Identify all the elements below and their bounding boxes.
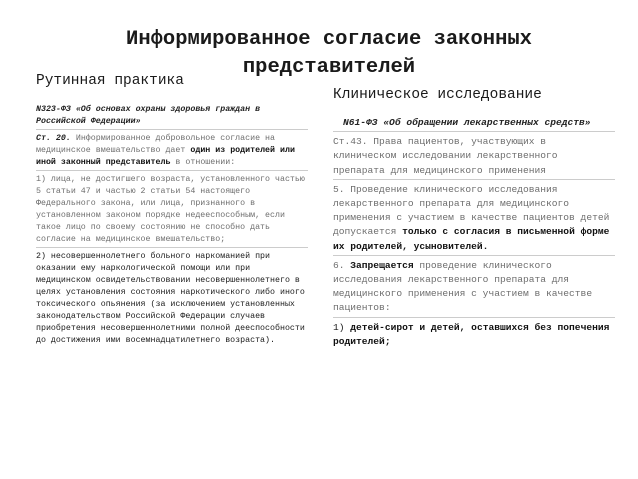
right-item-6-bold: Запрещается: [350, 259, 414, 271]
page-title: Информированное согласие законных представителей: [126, 28, 532, 79]
left-law-block: [36, 104, 308, 128]
right-item-6-num: 6.: [333, 259, 345, 271]
left-item-2: 2) несовершеннолетнего больного наркоманией при оказании ему наркологической помощи или при медицинском освидетельствовании несовершеннолетнего в целях установления состояния наркотического либо иного токсического опьянения (за исключением установленных законодательством Российской Федерации случаев приобретения несовершеннолетними полной дееспособности до достижения ими восемнадцатилетнего возраста).: [36, 247, 308, 347]
left-item-1: 1) лица, не достигшего возраста, установленного частью 5 статьи 47 и частью 2 статьи 54 настоящего Федерального закона, или лица, признанного в установленном законом порядке недееспособным, если такое лицо по своему состоянию не способно дать согласие на медицинское вмешательство;: [36, 170, 308, 246]
left-article-bold: один из родителей или иной законный представитель: [36, 146, 295, 167]
right-item-5-text: 5. Проведение клинического исследования лекарственного препарата для медицинского применения с участием в качестве пациентов детей допускается: [333, 183, 610, 238]
right-item-6: [333, 255, 615, 316]
right-column: [333, 116, 615, 349]
left-article-tail: в отношении:: [175, 158, 236, 167]
right-item-6-text: проведение клинического исследования лекарственного препарата для медицинского применения с участием в качестве пациентов:: [333, 259, 593, 314]
right-column-heading: Клиническое исследование: [333, 87, 542, 103]
right-item-6-sub: [333, 317, 615, 349]
right-item-5-bold: только с согласия в письменной форме их родителей, усыновителей.: [333, 226, 610, 252]
left-column: [36, 104, 308, 347]
left-article-block: [36, 129, 308, 169]
right-item-6-sub-bold: детей-сирот и детей, оставшихся без попечения родителей;: [333, 321, 610, 347]
right-item-6-sub-num: 1): [333, 321, 345, 333]
left-article-ref: Ст. 20.: [36, 134, 71, 143]
right-article: Ст.43. Права пациентов, участвующих в клиническом исследовании лекарственного препарата для медицинского применения: [333, 131, 615, 178]
left-law-title: N323-ФЗ «Об основах охраны здоровья граждан в Российской Федерации»: [36, 105, 261, 126]
right-law-block: [333, 116, 615, 130]
left-article-text: Информированное добровольное согласие на медицинское вмешательство дает: [36, 134, 276, 155]
left-column-heading: Рутинная практика: [36, 73, 184, 89]
right-item-5: [333, 179, 615, 254]
right-law-title: N61-ФЗ «Об обращении лекарственных средств»: [343, 117, 591, 128]
